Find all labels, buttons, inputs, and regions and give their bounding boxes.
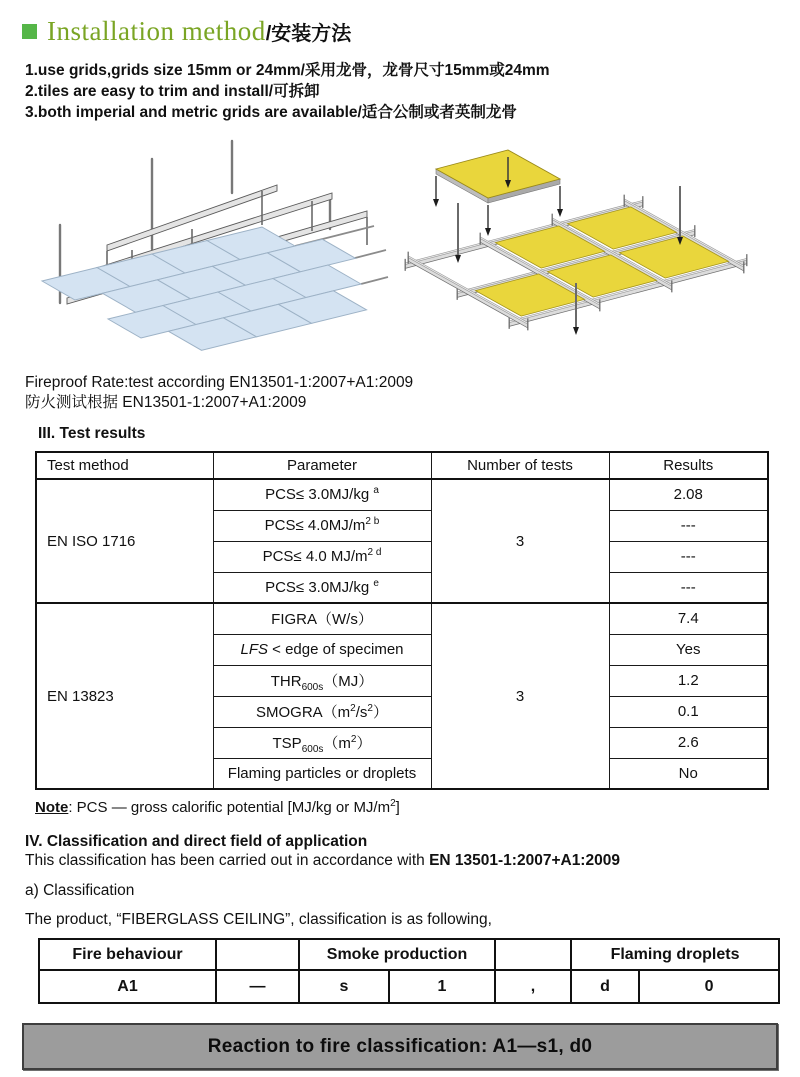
classification-subheading: a) Classification bbox=[25, 882, 135, 899]
table-row bbox=[36, 479, 768, 510]
accordance-text: This classification has been carried out in accordance with bbox=[25, 852, 430, 869]
test-method-cell: EN ISO 1716 bbox=[36, 479, 213, 603]
result-cell: 0.1 bbox=[609, 696, 768, 727]
parameter-cell: FIGRA（W/s） bbox=[213, 603, 431, 634]
blue-tile-field bbox=[42, 227, 367, 350]
classification-header-cell bbox=[216, 939, 299, 970]
classification-header-cell: Smoke production bbox=[299, 939, 495, 970]
parameter-cell: PCS≤ 3.0MJ/kg $^a$ bbox=[213, 479, 431, 510]
table-row bbox=[39, 970, 779, 1003]
diagrams-row bbox=[0, 131, 800, 369]
number-of-tests-cell: 3 bbox=[431, 603, 609, 789]
classification-value-cell: 0 bbox=[639, 970, 779, 1003]
classification-table bbox=[38, 938, 780, 1004]
ceiling-grid-diagram-blue bbox=[12, 133, 392, 365]
result-cell: 1.2 bbox=[609, 665, 768, 696]
result-cell: --- bbox=[609, 572, 768, 603]
result-cell: 7.4 bbox=[609, 603, 768, 634]
column-header: Number of tests bbox=[431, 452, 609, 479]
test-method-cell: EN 13823 bbox=[36, 603, 213, 789]
table-row bbox=[39, 939, 779, 970]
page-title-en: Installation method bbox=[47, 16, 266, 46]
pcs-note bbox=[35, 799, 800, 816]
parameter-cell: LFS < edge of specimen bbox=[213, 634, 431, 665]
fireproof-line-zh: 防火测试根据 EN13501-1:2007+A1:2009 bbox=[25, 393, 307, 411]
parameter-cell: PCS≤ 4.0 $MJ/m^{2 d}$ bbox=[213, 541, 431, 572]
intro-list bbox=[25, 60, 800, 123]
floating-tile bbox=[436, 150, 560, 203]
fireproof-line-en: Fireproof Rate:test according EN13501-1:2007+A1:2009 bbox=[25, 374, 414, 391]
intro-line-3: 3.both imperial and metric grids are available/适合公制或者英制龙骨 bbox=[25, 104, 517, 121]
classification-value-cell: s bbox=[299, 970, 389, 1003]
green-square-bullet-icon bbox=[22, 24, 37, 39]
section-iv-heading: IV. Classification and direct field of application bbox=[25, 833, 368, 850]
page-header bbox=[22, 16, 800, 47]
classification-header-cell: Fire behaviour bbox=[39, 939, 216, 970]
test-results-table bbox=[35, 451, 769, 790]
note-end: ] bbox=[395, 799, 400, 816]
accordance-line bbox=[25, 851, 800, 870]
accordance-standard: EN 13501-1:2007+A1:2009 bbox=[429, 852, 620, 869]
result-cell: --- bbox=[609, 510, 768, 541]
note-label: Note bbox=[35, 799, 69, 816]
intro-line-2: 2.tiles are easy to trim and install/可拆卸 bbox=[25, 83, 320, 100]
page-title-zh: /安装方法 bbox=[265, 23, 352, 45]
result-cell: 2.08 bbox=[609, 479, 768, 510]
footer-banner-text: Reaction to fire classification: A1—s1, d0 bbox=[207, 1035, 593, 1057]
note-sup: 2 bbox=[390, 798, 396, 809]
intro-line-1: 1.use grids,grids size 15mm or 24mm/采用龙骨，龙骨尺寸15mm或24mm bbox=[25, 62, 550, 79]
table-row bbox=[36, 603, 768, 634]
parameter-cell: PCS≤ 3.0MJ/kg $^e$ bbox=[213, 572, 431, 603]
classification-header-cell bbox=[495, 939, 571, 970]
column-header: Results bbox=[609, 452, 768, 479]
fireproof-note bbox=[25, 373, 800, 412]
result-cell: --- bbox=[609, 541, 768, 572]
footer-banner bbox=[22, 1023, 778, 1070]
classification-value-cell: A1 bbox=[39, 970, 216, 1003]
classification-header-cell: Flaming droplets bbox=[571, 939, 779, 970]
ceiling-grid-diagram-yellow bbox=[396, 131, 794, 369]
classification-value-cell: — bbox=[216, 970, 299, 1003]
section-iii-title: III. Test results bbox=[38, 425, 146, 442]
column-header: Test method bbox=[36, 452, 213, 479]
section-iv bbox=[25, 832, 800, 929]
number-of-tests-cell: 3 bbox=[431, 479, 609, 603]
parameter-cell: $SMOGRA(m^2/s^2)$ bbox=[213, 696, 431, 727]
result-cell: Yes bbox=[609, 634, 768, 665]
note-body: : PCS — gross calorific potential [MJ/kg or MJ/m bbox=[68, 799, 391, 816]
parameter-cell: Flaming particles or droplets bbox=[213, 758, 431, 789]
parameter-cell: $TSP_{600s}(m^2)$ bbox=[213, 727, 431, 758]
result-cell: 2.6 bbox=[609, 727, 768, 758]
column-header: Parameter bbox=[213, 452, 431, 479]
parameter-cell: $PCS\le 4.0MJ/m^{2 b}$ bbox=[213, 510, 431, 541]
classification-value-cell: 1 bbox=[389, 970, 495, 1003]
parameter-cell: $THR_{600s}(MJ)$ bbox=[213, 665, 431, 696]
classification-value-cell: d bbox=[571, 970, 639, 1003]
product-line: The product, “FIBERGLASS CEILING”, classification is as following, bbox=[25, 911, 492, 928]
classification-value-cell: , bbox=[495, 970, 571, 1003]
result-cell: No bbox=[609, 758, 768, 789]
